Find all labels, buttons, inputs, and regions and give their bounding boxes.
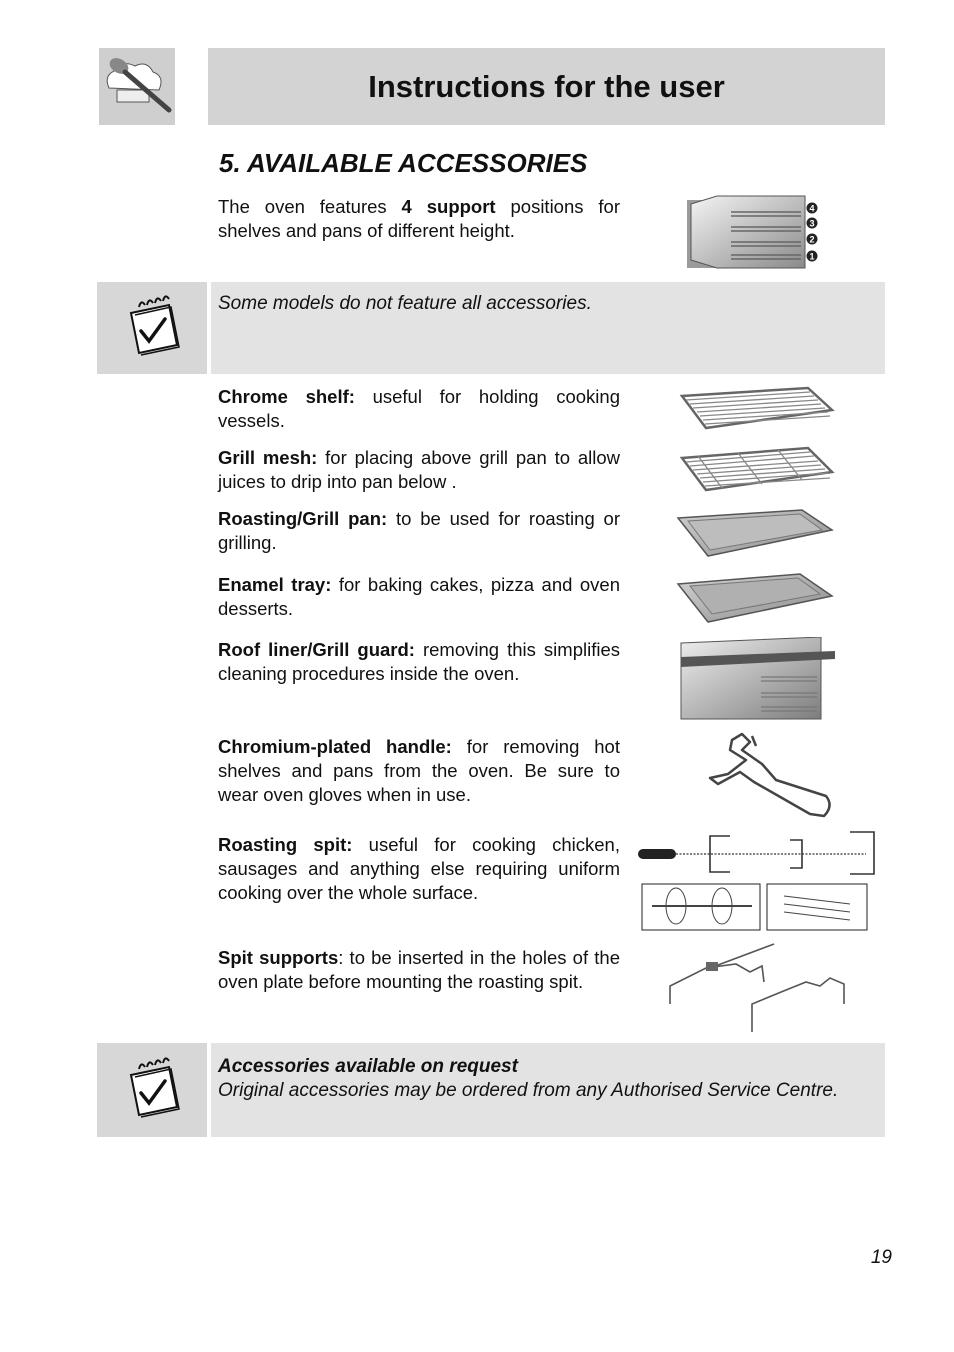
accessory-roasting-spit <box>218 833 620 905</box>
chromium-plated-handle-image <box>706 732 834 820</box>
note-divider <box>207 1043 211 1137</box>
spit-supports-image <box>666 942 850 1034</box>
chrome-shelf-image <box>678 384 836 434</box>
position-label: 4 <box>809 203 815 214</box>
enamel-tray-image <box>676 572 836 624</box>
accessory-name: Grill mesh: <box>218 447 318 468</box>
accessory-desc: for baking cakes, pizza and oven desserts. <box>218 574 620 619</box>
accessory-spit-supports <box>218 946 620 994</box>
note-request-body: Original accessories may be ordered from any Authorised Service Centre. <box>218 1080 839 1101</box>
position-label: 1 <box>809 251 815 262</box>
accessory-name: Chrome shelf: <box>218 386 355 407</box>
accessory-handle <box>218 735 620 807</box>
intro-prefix: The oven features <box>218 196 402 217</box>
note-request-title: Accessories available on request <box>218 1056 518 1077</box>
accessory-name: Spit supports <box>218 947 339 968</box>
note-divider <box>207 282 211 374</box>
intro-bold: 4 support <box>401 196 496 217</box>
accessory-desc: : to be inserted in the holes of the oven plate before mounting the roasting spit. <box>218 947 620 992</box>
header-bar <box>208 48 885 125</box>
note-text: Some models do not feature all accessories. <box>218 293 592 314</box>
oven-support-positions-image <box>687 194 820 270</box>
roasting-spit-image <box>636 828 880 938</box>
roof-liner-image <box>679 637 835 721</box>
accessory-desc: useful for holding cooking vessels. <box>218 386 620 431</box>
page-number: 19 <box>870 1247 892 1268</box>
spoon-and-chef-hat-icon <box>99 48 175 125</box>
accessory-name: Enamel tray: <box>218 574 332 595</box>
intro-suffix: positions for shelves and pans of different height. <box>218 196 620 241</box>
accessory-grill-mesh <box>218 446 620 494</box>
accessory-desc: for placing above grill pan to allow juices to drip into pan below . <box>218 447 620 492</box>
accessory-chrome-shelf <box>218 385 620 433</box>
notepad-check-icon <box>117 293 187 363</box>
position-label: 2 <box>809 234 815 245</box>
accessory-desc: for removing hot shelves and pans from the oven. Be sure to wear oven gloves when in use. <box>218 736 620 805</box>
accessory-desc: to be used for roasting or grilling. <box>218 508 620 553</box>
position-label: 3 <box>809 218 815 229</box>
accessory-name: Roof liner/Grill guard: <box>218 639 415 660</box>
accessory-enamel-tray <box>218 573 620 621</box>
accessory-desc: removing this simplifies cleaning procedures inside the oven. <box>218 639 620 684</box>
note-icon-cell <box>97 1043 207 1137</box>
accessory-name: Roasting spit: <box>218 834 353 855</box>
accessory-name: Chromium-plated handle: <box>218 736 452 757</box>
accessory-roasting-pan <box>218 507 620 555</box>
section-title: 5. AVAILABLE ACCESSORIES <box>219 148 588 178</box>
logo <box>99 48 175 125</box>
page-title: Instructions for the user <box>368 68 725 104</box>
note-request-text <box>218 1055 878 1103</box>
roasting-pan-image <box>676 508 836 560</box>
notepad-check-icon <box>117 1055 187 1125</box>
accessory-roof-liner <box>218 638 620 686</box>
intro-paragraph <box>218 195 620 243</box>
accessory-desc: useful for cooking chicken, sausages and anything else requiring uniform cooking over the whole surface. <box>218 834 620 903</box>
note-icon-cell <box>97 282 207 374</box>
accessory-name: Roasting/Grill pan: <box>218 508 388 529</box>
grill-mesh-image <box>678 444 836 496</box>
